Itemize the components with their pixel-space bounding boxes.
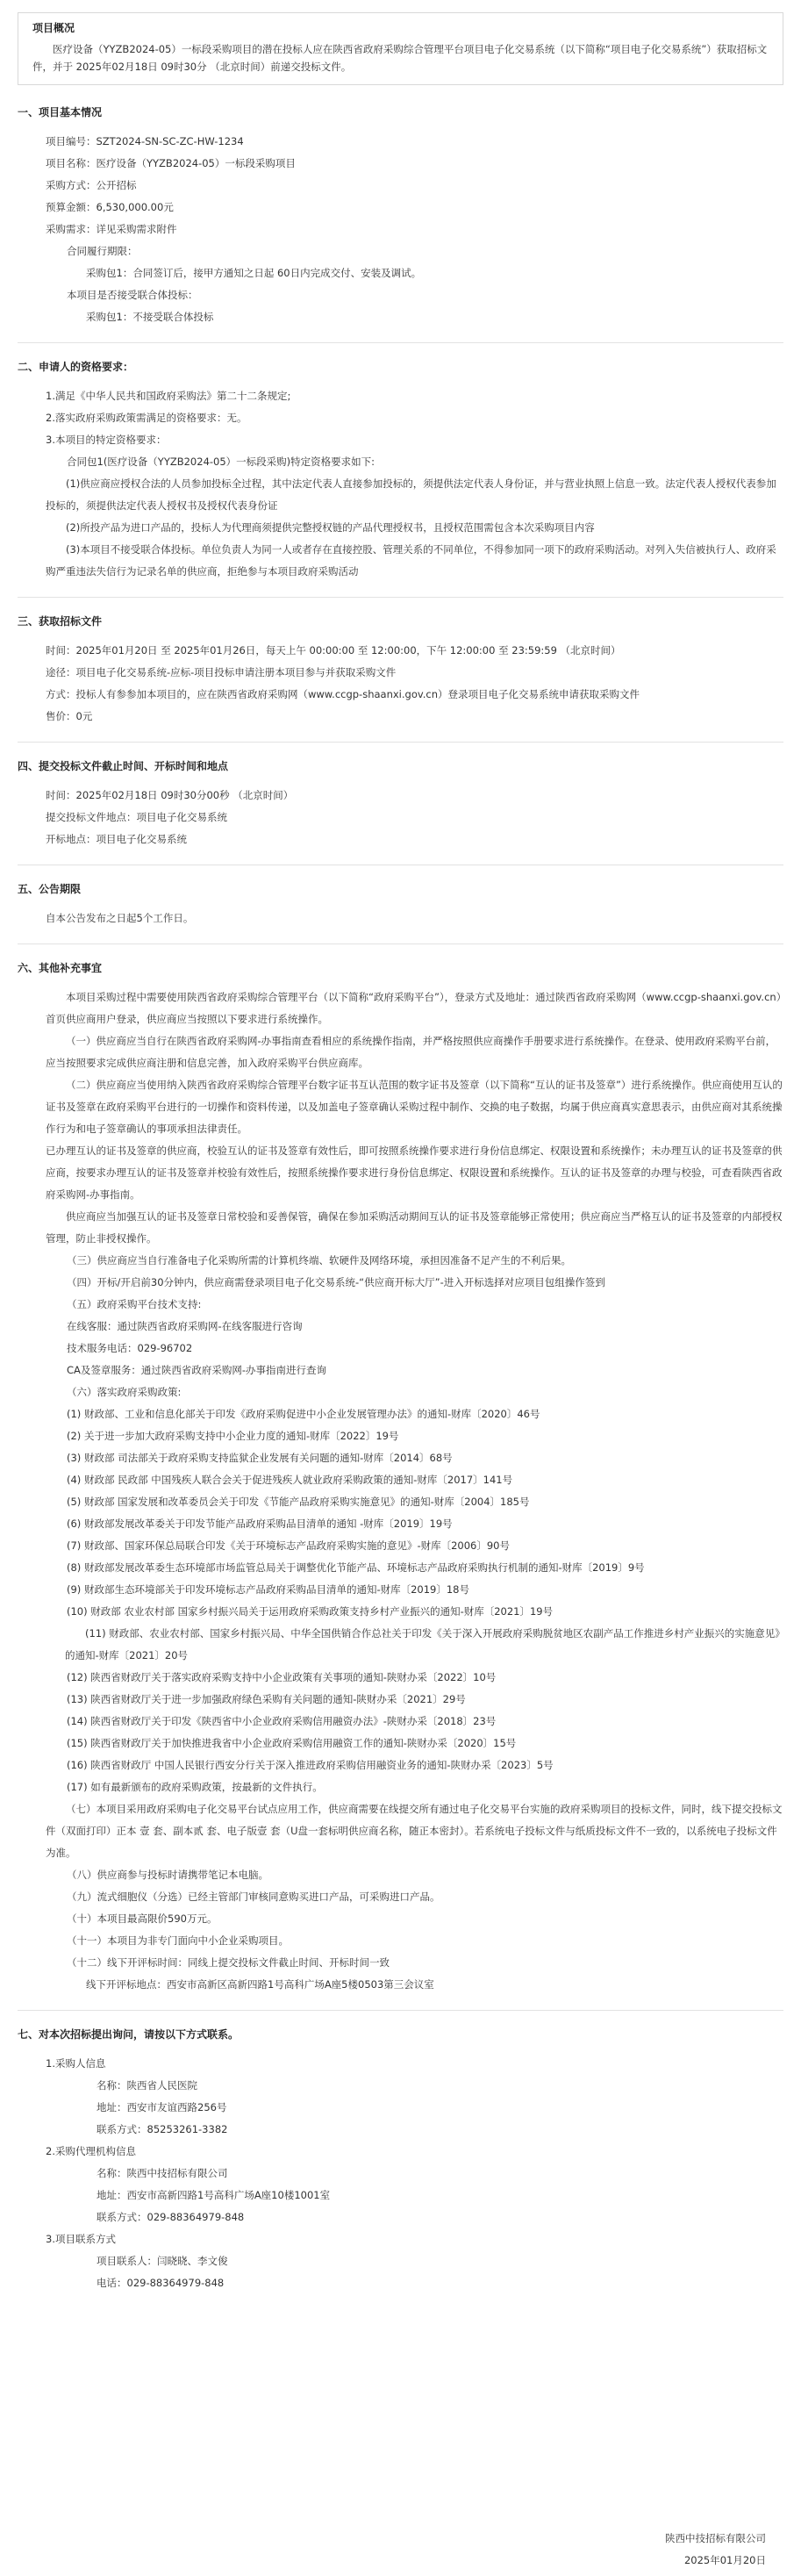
other-paragraph: 本项目采购过程中需要使用陕西省政府采购综合管理平台（以下简称“政府采购平台”），登录方式及地址：通过陕西省政府采购网（www.ccgp-shaanxi.gov.cn）首页供应商用户登录，供应商应当按照以下要求进行系统操作。 bbox=[46, 991, 782, 1025]
section-title: 三、获取招标文件 bbox=[18, 615, 103, 628]
procurement-method: 采购方式：公开招标 bbox=[46, 179, 137, 191]
qualification-line: 1.满足《中华人民共和国政府采购法》第二十二条规定; bbox=[46, 390, 291, 402]
contact-person: 项目联系人：闫晓晓、李文俊 bbox=[97, 2255, 228, 2267]
policy-item: (16) 陕西省财政厅 中国人民银行西安分行关于深入推进政府采购信用融资业务的通知-陕财办采〔2023〕5号 bbox=[67, 1759, 554, 1771]
buyer-phone: 联系方式：85253261-3382 bbox=[97, 2123, 228, 2135]
ca-service: CA及签章服务：通过陕西省政府采购网-办事指南进行查询 bbox=[67, 1364, 327, 1376]
policy-item: (9) 财政部生态环境部关于印发环境标志产品政府采购品目清单的通知-财库〔2019〕18号 bbox=[67, 1583, 469, 1596]
policy-item: (6) 财政部发展改革委关于印发节能产品政府采购品目清单的通知 -财库〔2019〕19号 bbox=[67, 1518, 453, 1530]
section-qualification bbox=[18, 359, 783, 583]
announcement-period: 自本公告发布之日起5个工作日。 bbox=[46, 912, 194, 924]
project-overview-box bbox=[18, 12, 783, 85]
special-requirement-2: (2)所投产品为进口产品的，投标人为代理商须提供完整授权链的产品代理授权书，且授权范围需包含本次采购项目内容 bbox=[66, 521, 595, 534]
contact-head: 3.项目联系方式 bbox=[46, 2233, 116, 2245]
special-requirement-3: (3)本项目不接受联合体投标。单位负责人为同一人或者存在直接控股、管理关系的不同单位，不得参加同一项下的政府采购活动。对列入失信被执行人、政府采购严重违法失信行为记录名单的供应商，拒绝参与本项目政府采购活动 bbox=[46, 543, 776, 578]
deadline-time: 时间：2025年02月18日 09时30分00秒 （北京时间） bbox=[46, 789, 294, 801]
section-contact bbox=[18, 2027, 783, 2294]
policy-item: (8) 财政部发展改革委生态环境部市场监管总局关于调整优化节能产品、环境标志产品政府采购执行机制的通知-财库〔2019〕9号 bbox=[67, 1561, 645, 1574]
document-price: 售价：0元 bbox=[46, 710, 93, 722]
policy-item: (7) 财政部、国家环保总局联合印发《关于环境标志产品政府采购实施的意见》-财库〔2006〕90号 bbox=[67, 1539, 510, 1552]
contact-phone: 电话：029-88364979-848 bbox=[97, 2277, 225, 2289]
max-price: （十）本项目最高限价590万元。 bbox=[67, 1912, 218, 1925]
procurement-needs: 采购需求：详见采购需求附件 bbox=[46, 223, 177, 235]
agent-name: 名称：陕西中技招标有限公司 bbox=[97, 2167, 228, 2179]
policy-item: (4) 财政部 民政部 中国残疾人联合会关于促进残疾人就业政府采购政策的通知-财库〔2017〕141号 bbox=[67, 1474, 513, 1486]
policy-item: (5) 财政部 国家发展和改革委员会关于印发《节能产品政府采购实施意见》的通知-财库〔2004〕185号 bbox=[67, 1496, 530, 1508]
signature-date: 2025年01月20日 bbox=[683, 2554, 766, 2566]
other-paragraph: （七）本项目采用政府采购电子化交易平台试点应用工作，供应商需要在线提交所有通过电子化交易平台实施的政府采购项目的投标文件，同时，线下提交投标文件（双面打印）正本 壹 套、副本贰 套、电子版壹 套（U盘一套标明供应商名称，随正本密封）。若系统电子投标文件与纸质投标文件不一致的，以系统电子投标文件为准。 bbox=[46, 1803, 783, 1859]
overview-body: 医疗设备（YYZB2024-05）一标段采购项目的潜在投标人应在陕西省政府采购综合管理平台项目电子化交易系统（以下简称“项目电子化交易系统”）获取招标文件，并于 2025年02月18日 09时30分 （北京时间）前递交投标文件。 bbox=[32, 43, 768, 73]
special-requirement-head: 合同包1(医疗设备（YYZB2024-05）一标段采购)特定资格要求如下: bbox=[67, 456, 375, 468]
agent-head: 2.采购代理机构信息 bbox=[46, 2145, 136, 2157]
overview-title: 项目概况 bbox=[32, 22, 75, 34]
section-title: 一、项目基本情况 bbox=[18, 106, 103, 118]
obtain-method: 方式：投标人有参参加本项目的，应在陕西省政府采购网（www.ccgp-shaanxi.gov.cn）登录项目电子化交易系统申请获取采购文件 bbox=[46, 688, 640, 700]
signature-company: 陕西中技招标有限公司 bbox=[665, 2532, 766, 2544]
section-obtain-documents bbox=[18, 614, 783, 728]
policy-item: (3) 财政部 司法部关于政府采购支持监狱企业发展有关问题的通知-财库〔2014〕68号 bbox=[67, 1452, 453, 1464]
section-announcement-period bbox=[18, 881, 783, 929]
policy-item: (15) 陕西省财政厅关于加快推进我省中小企业政府采购信用融资工作的通知-陕财办采〔2020〕15号 bbox=[67, 1737, 517, 1749]
policy-item: (12) 陕西省财政厅关于落实政府采购支持中小企业政策有关事项的通知-陕财办采〔2022〕10号 bbox=[67, 1671, 497, 1683]
section-title: 七、对本次招标提出询问，请按以下方式联系。 bbox=[18, 2028, 240, 2041]
offline-time: （十二）线下开评标时间：同线上提交投标文件截止时间、开标时间一致 bbox=[67, 1956, 390, 1969]
policy-item: (10) 财政部 农业农村部 国家乡村振兴局关于运用政府采购政策支持乡村产业振兴的通知-财库〔2021〕19号 bbox=[67, 1605, 554, 1618]
project-name: 项目名称：医疗设备（YYZB2024-05）一标段采购项目 bbox=[46, 157, 296, 169]
section-title: 二、申请人的资格要求： bbox=[18, 361, 134, 373]
policy-item: (2) 关于进一步加大政府采购支持中小企业力度的通知-财库〔2022〕19号 bbox=[67, 1430, 399, 1442]
project-number: 项目编号：SZT2024-SN-SC-ZC-HW-1234 bbox=[46, 135, 244, 147]
other-paragraph: （三）供应商应当自行准备电子化采购所需的计算机终端、软硬件及网络环境，承担因准备不足产生的不利后果。 bbox=[67, 1254, 571, 1266]
contract-period-item: 采购包1：合同签订后，接甲方通知之日起 60日内完成交付、安装及调试。 bbox=[86, 267, 422, 279]
divider bbox=[18, 597, 783, 598]
section-deadline bbox=[18, 758, 783, 850]
other-paragraph: （五）政府采购平台技术支持: bbox=[67, 1298, 202, 1310]
other-paragraph: （九）流式细胞仪（分选）已经主管部门审核同意购买进口产品，可采购进口产品。 bbox=[67, 1891, 440, 1903]
special-requirement-1: (1)供应商应授权合法的人员参加投标全过程，其中法定代表人直接参加投标的，须提供法定代表人身份证，并与营业执照上信息一致。法定代表人授权代表参加投标的，须提供法定代表人授权书及授权代表身份证 bbox=[46, 477, 776, 512]
signature-block bbox=[665, 2528, 766, 2572]
section-title: 六、其他补充事宜 bbox=[18, 962, 103, 974]
qualification-line: 2.落实政府采购政策需满足的资格要求：无。 bbox=[46, 412, 247, 424]
offline-location: 线下开评标地点：西安市高新区高新四路1号高科广场A座5楼0503第三会议室 bbox=[86, 1978, 434, 1991]
union-bid-item: 采购包1：不接受联合体投标 bbox=[86, 311, 214, 323]
section-title: 五、公告期限 bbox=[18, 883, 82, 895]
agent-phone: 联系方式：029-88364979-848 bbox=[97, 2211, 245, 2223]
agent-address: 地址：西安市高新四路1号高科广场A座10楼1001室 bbox=[97, 2189, 331, 2201]
obtain-way: 途径：项目电子化交易系统-应标-项目投标申请注册本项目参与并获取采购文件 bbox=[46, 666, 397, 678]
policy-item: (17) 如有最新颁布的政府采购政策，按最新的文件执行。 bbox=[67, 1781, 323, 1793]
policy-item: (11) 财政部、农业农村部、国家乡村振兴局、中华全国供销合作总社关于印发《关于深入开展政府采购脱贫地区农副产品工作推进乡村产业振兴的实施意见》的通知-财库〔2021〕20号 bbox=[65, 1627, 781, 1661]
opening-location: 开标地点：项目电子化交易系统 bbox=[46, 833, 187, 845]
divider bbox=[18, 742, 783, 743]
union-bid-label: 本项目是否接受联合体投标： bbox=[67, 289, 198, 301]
other-paragraph: 已办理互认的证书及签章的供应商，校验互认的证书及签章有效性后，即可按照系统操作要求进行身份信息绑定、权限设置和系统操作；未办理互认的证书及签章的供应商，按要求办理互认的证书及签章并校验有效性后，按照系统操作要求进行身份信息绑定、权限设置和系统操作。互认的证书及签章的办理与校验，可查看陕西省政府采购网-办事指南。 bbox=[46, 1144, 783, 1201]
section-title: 四、提交投标文件截止时间、开标时间和地点 bbox=[18, 760, 229, 772]
buyer-name: 名称：陕西省人民医院 bbox=[97, 2079, 197, 2092]
buyer-address: 地址：西安市友谊西路256号 bbox=[97, 2101, 227, 2113]
other-paragraph: （二）供应商应当使用纳入陕西省政府采购综合管理平台数字证书互认范围的数字证书及签章（以下简称“互认的证书及签章”）进行系统操作。供应商使用互认的证书及签章在政府采购平台进行的一切操作和资料传递，以及加盖电子签章确认采购过程中制作、交换的电子数据，均属于供应商真实意思表示，由供应商对其系统操作行为和电子签章确认的事项承担法律责任。 bbox=[46, 1079, 783, 1135]
policy-head: （六）落实政府采购政策: bbox=[67, 1386, 182, 1398]
policy-item: (13) 陕西省财政厅关于进一步加强政府绿色采购有关问题的通知-陕财办采〔2021〕29号 bbox=[67, 1693, 466, 1705]
submission-location: 提交投标文件地点：项目电子化交易系统 bbox=[46, 811, 227, 823]
budget-amount: 预算金额：6,530,000.00元 bbox=[46, 201, 174, 213]
obtain-time: 时间：2025年01月20日 至 2025年01月26日，每天上午 00:00:00 至 12:00:00，下午 12:00:00 至 23:59:59 （北京时间） bbox=[46, 644, 621, 657]
divider bbox=[18, 342, 783, 343]
tech-support-phone: 技术服务电话：029-96702 bbox=[67, 1342, 193, 1354]
divider bbox=[18, 2010, 783, 2011]
other-paragraph: （四）开标/开启前30分钟内，供应商需登录项目电子化交易系统-“供应商开标大厅”-进入开标选择对应项目包组操作签到 bbox=[67, 1276, 605, 1288]
section-basic-info bbox=[18, 104, 783, 328]
policy-item: (1) 财政部、工业和信息化部关于印发《政府采购促进中小企业发展管理办法》的通知-财库〔2020〕46号 bbox=[67, 1408, 540, 1420]
qualification-line: 3.本项目的特定资格要求： bbox=[46, 434, 167, 446]
contract-period-label: 合同履行期限： bbox=[67, 245, 138, 257]
policy-item: (14) 陕西省财政厅关于印发《陕西省中小企业政府采购信用融资办法》-陕财办采〔2018〕23号 bbox=[67, 1715, 497, 1727]
other-paragraph: 供应商应当加强互认的证书及签章日常校验和妥善保管，确保在参加采购活动期间互认的证书及签章能够正常使用；供应商应当严格互认的证书及签章的内部授权管理，防止非授权操作。 bbox=[46, 1210, 783, 1245]
other-paragraph: （一）供应商应当自行在陕西省政府采购网-办事指南查看相应的系统操作指南，并严格按照供应商操作手册要求进行系统操作。在登录、使用政府采购平台前，应当按照要求完成供应商注册和信息完善，加入政府采购平台供应商库。 bbox=[46, 1035, 776, 1069]
other-paragraph: （八）供应商参与投标时请携带笔记本电脑。 bbox=[67, 1869, 268, 1881]
online-support: 在线客服：通过陕西省政府采购网-在线客服进行咨询 bbox=[67, 1320, 303, 1332]
other-paragraph: （十一）本项目为非专门面向中小企业采购项目。 bbox=[67, 1934, 289, 1947]
buyer-head: 1.采购人信息 bbox=[46, 2057, 106, 2070]
section-other-matters bbox=[18, 960, 783, 1996]
